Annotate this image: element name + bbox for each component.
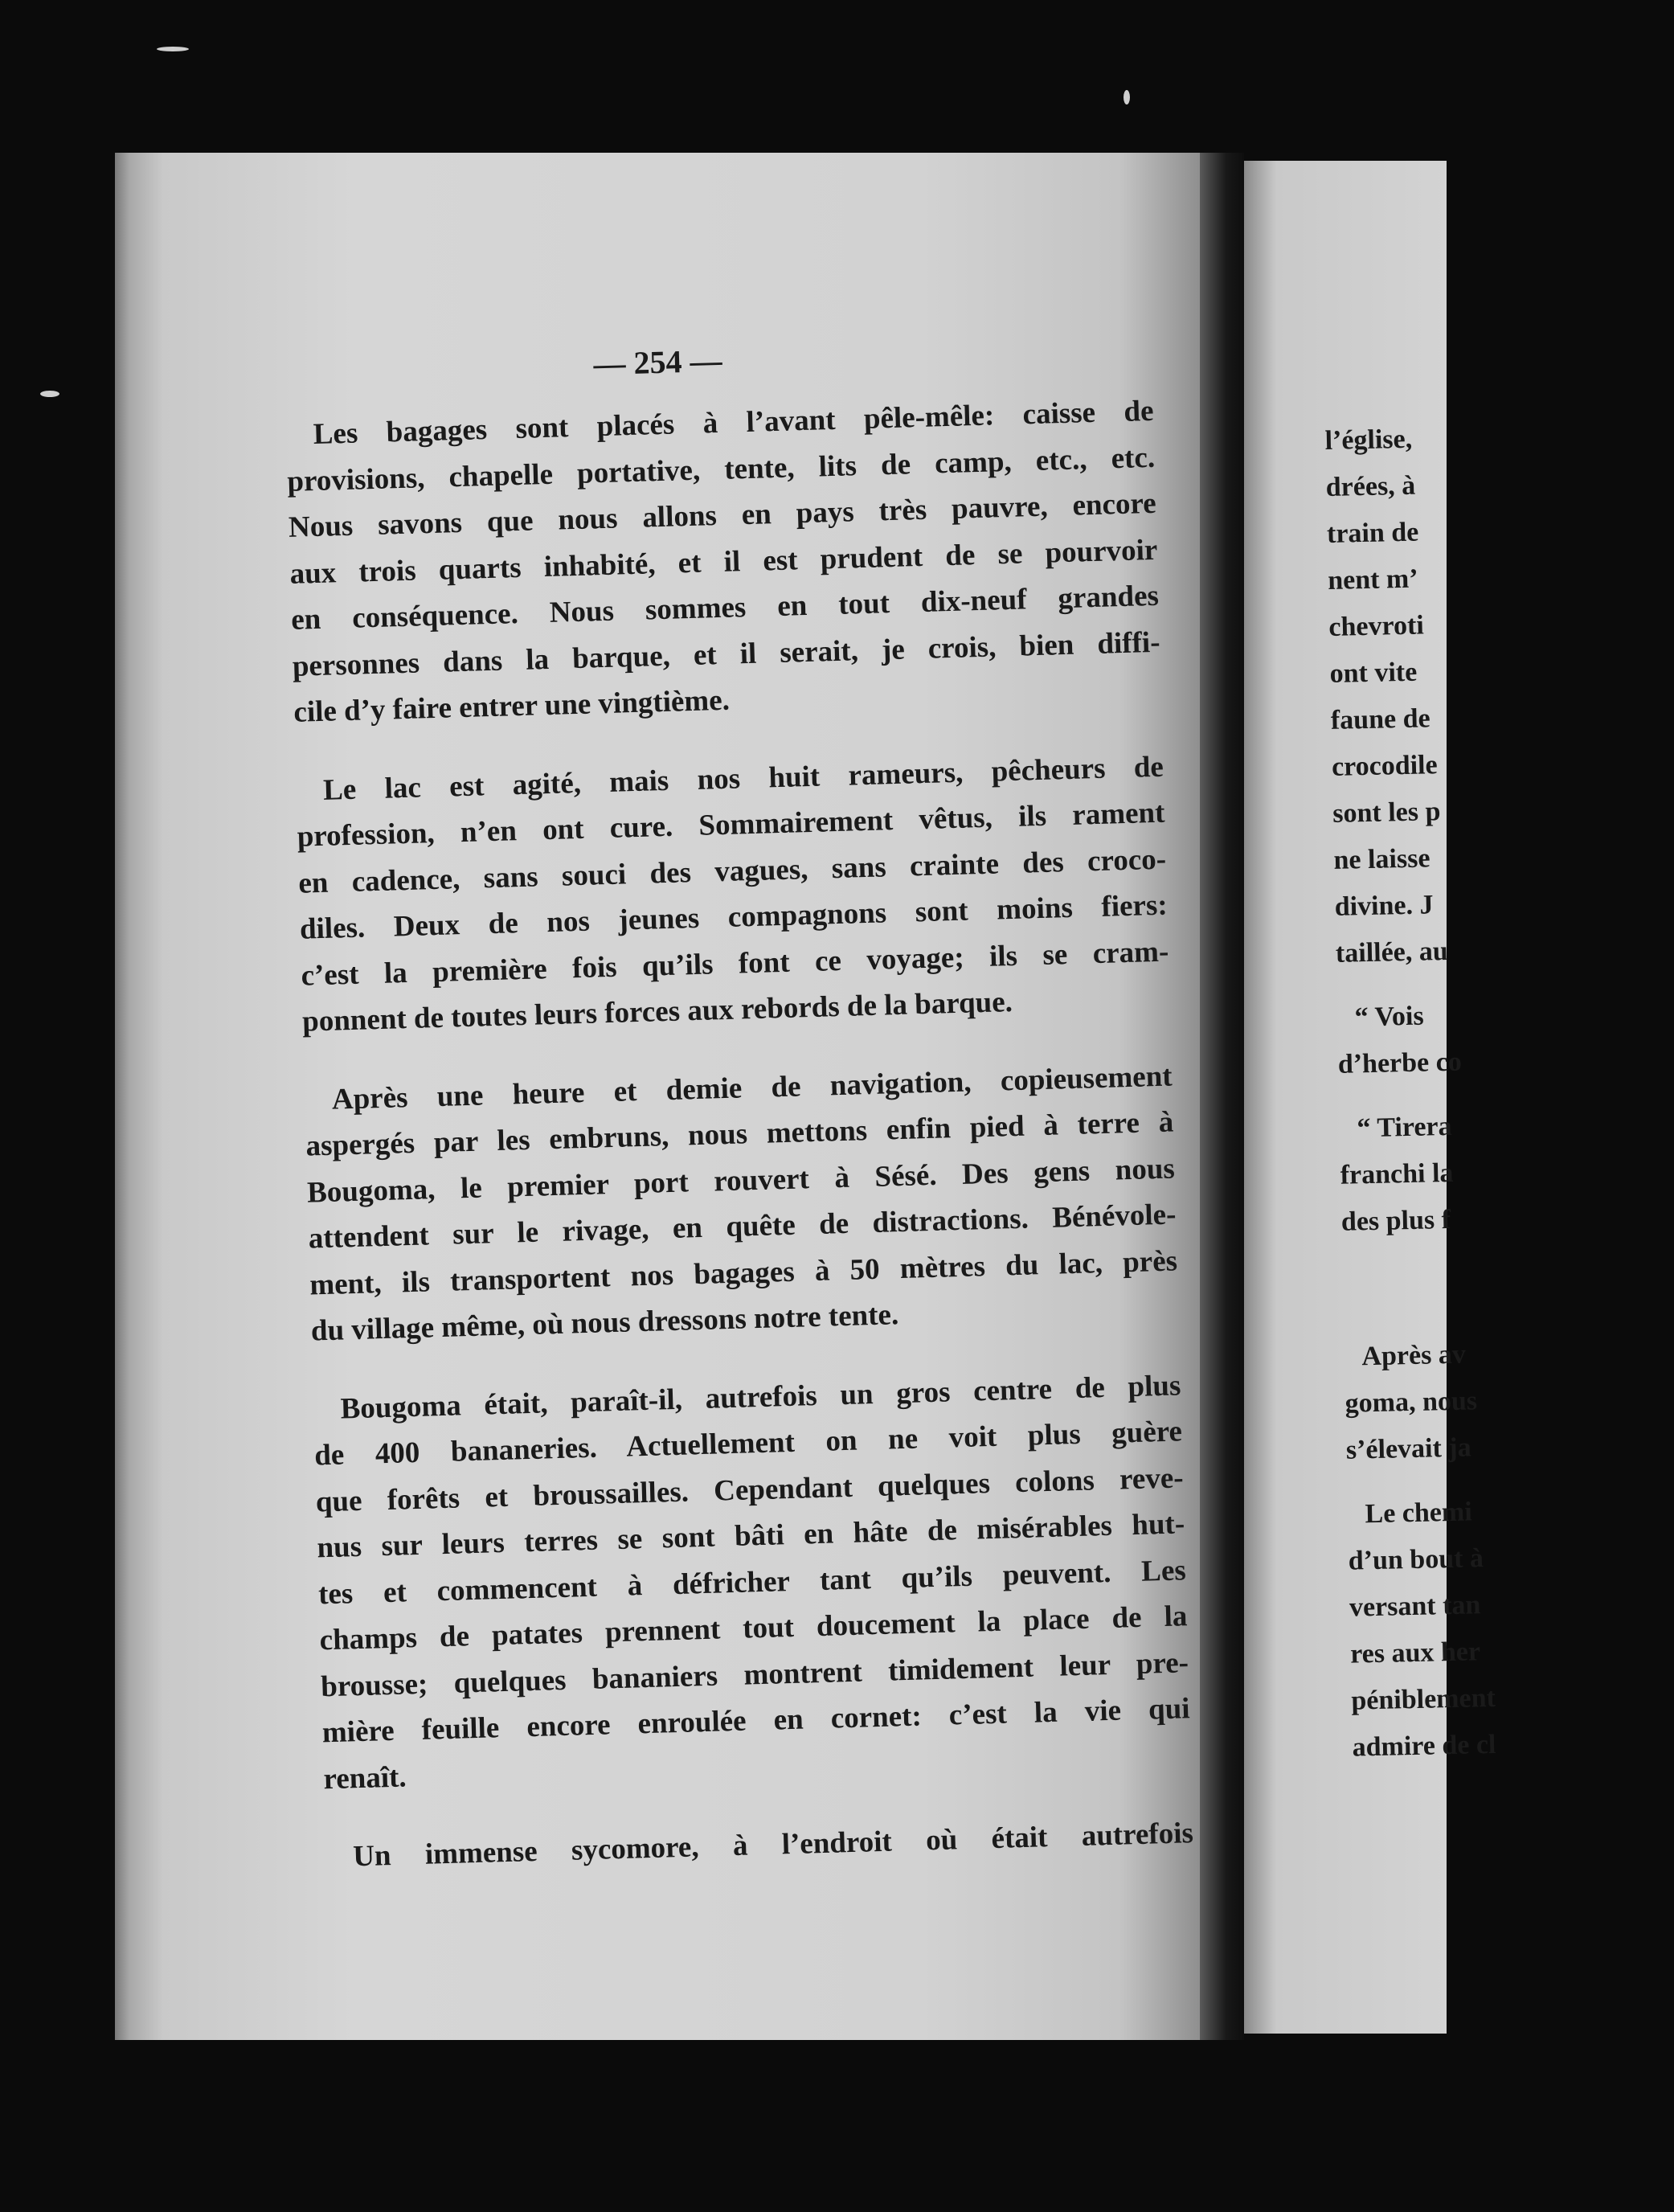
text-line: aspergés par les embruns, nous mettons enfin pied à terre à xyxy=(305,1105,1174,1163)
text-line: brousse; quelques bananiers montrent timidement leur pre- xyxy=(320,1645,1189,1703)
text-fragment: d’un bout à xyxy=(1348,1543,1484,1576)
text-fragment: drées, à xyxy=(1325,470,1416,502)
page-number: — 254 — xyxy=(592,342,723,383)
text-line: Bougoma, le premier port rouvert à Sésé. Des gens nous xyxy=(306,1151,1176,1210)
text-line: champs de patates prennent tout doucement la place de la xyxy=(319,1600,1188,1657)
left-book-page xyxy=(115,153,1200,2040)
text-fragment: ne laisse xyxy=(1333,843,1430,875)
text-fragment: taillée, au xyxy=(1335,936,1449,969)
text-line: personnes dans la barque, et il serait, je crois, bien diffi- xyxy=(292,625,1161,683)
text-line: tes et commencent à défricher tant qu’ils peuvent. Les xyxy=(317,1553,1187,1611)
text-line: Après une heure et demie de navigation, copieusement xyxy=(331,1059,1173,1116)
text-line: ponnent de toutes leurs forces aux rebords de la barque. xyxy=(301,985,1013,1038)
text-fragment: péniblement xyxy=(1351,1682,1496,1716)
paragraph-3 xyxy=(304,1053,1179,1354)
text-fragment: nent m’ xyxy=(1327,563,1418,596)
text-fragment: divine. J xyxy=(1334,890,1434,922)
text-line: en conséquence. Nous sommes en tout dix-neuf grandes xyxy=(290,579,1160,637)
text-fragment: crocodile xyxy=(1331,750,1439,782)
text-line: du village même, où nous dressons notre tente. xyxy=(310,1298,899,1348)
text-fragment: faune de xyxy=(1330,703,1430,735)
text-line: ment, ils transportent nos bagages à 50 mètres du lac, près xyxy=(309,1243,1178,1302)
text-fragment: res aux her xyxy=(1349,1636,1481,1669)
text-line: de 400 bananeries. Actuellement on ne voit plus guère xyxy=(313,1415,1183,1473)
text-fragment: d’herbe co xyxy=(1337,1047,1463,1079)
text-line: cile d’y faire entrer une vingtième. xyxy=(293,683,731,729)
text-fragment: ont vite xyxy=(1329,657,1418,689)
text-line: diles. Deux de nos jeunes compagnons sont moins fiers: xyxy=(299,888,1169,946)
text-line: renaît. xyxy=(322,1759,407,1796)
text-fragment: franchi la xyxy=(1340,1157,1454,1190)
paragraph-1 xyxy=(285,388,1162,735)
text-line: c’est la première fois qu’ils font ce voyage; ils se cram- xyxy=(301,935,1169,993)
text-line: en cadence, sans souci des vagues, sans crainte des croco- xyxy=(297,842,1167,900)
text-fragment: “ Tirera xyxy=(1357,1111,1452,1144)
text-line: Nous savons que nous allons en pays très pauvre, encore xyxy=(288,486,1157,544)
text-fragment: chevroti xyxy=(1328,610,1425,642)
text-line: Les bagages sont placés à l’avant pêle-mêle: caisse de xyxy=(313,394,1154,452)
right-page-text-block xyxy=(1324,412,1674,1772)
scan-dust-mark xyxy=(40,391,59,397)
text-fragment: Le chemi xyxy=(1365,1497,1473,1530)
text-line: provisions, chapelle portative, tente, lits de camp, etc., etc. xyxy=(286,440,1156,498)
paragraph-5 xyxy=(325,1810,1193,1881)
text-fragment: Après av xyxy=(1361,1339,1467,1372)
text-fragment: des plus f xyxy=(1340,1204,1451,1237)
text-line: mière feuille encore enroulée en cornet: c’est la vie qui xyxy=(321,1692,1191,1750)
text-line: nus sur leurs terres se sont bâti en hâte de misérables hut- xyxy=(316,1507,1185,1565)
text-line: que forêts et broussailles. Cependant quelques colons reve- xyxy=(315,1460,1185,1518)
text-line: profession, n’en ont cure. Sommairement vêtus, ils rament xyxy=(297,796,1165,854)
text-fragment: “ Vois xyxy=(1354,1001,1424,1033)
scan-dust-mark xyxy=(157,47,189,51)
text-line: aux trois quarts inhabité, et il est prudent de se pourvoir xyxy=(289,533,1158,591)
scan-dust-mark xyxy=(1124,90,1130,104)
paragraph-4 xyxy=(313,1362,1192,1802)
text-fragment: train de xyxy=(1326,517,1419,549)
text-line: Un immense sycomore, à l’endroit où était autrefois xyxy=(352,1817,1194,1874)
text-fragment: goma, nous xyxy=(1345,1386,1478,1419)
text-fragment: admire de cl xyxy=(1352,1729,1496,1763)
left-page-text-block xyxy=(284,330,1195,1913)
text-line: attendent sur le rivage, en quête de distractions. Bénévole- xyxy=(308,1198,1177,1256)
text-fragment: versant tan xyxy=(1349,1590,1481,1623)
text-line: Bougoma était, paraît-il, autrefois un gros centre de plus xyxy=(340,1368,1181,1426)
text-line: Le lac est agité, mais nos huit rameurs, pêcheurs de xyxy=(322,750,1164,807)
text-fragment: sont les p xyxy=(1332,797,1441,829)
right-book-page xyxy=(1244,161,1496,2034)
paragraph-2 xyxy=(295,743,1170,1045)
book-gutter xyxy=(1200,153,1244,2040)
text-fragment: l’église, xyxy=(1324,424,1413,456)
text-fragment: s’élevait ja xyxy=(1345,1432,1472,1465)
